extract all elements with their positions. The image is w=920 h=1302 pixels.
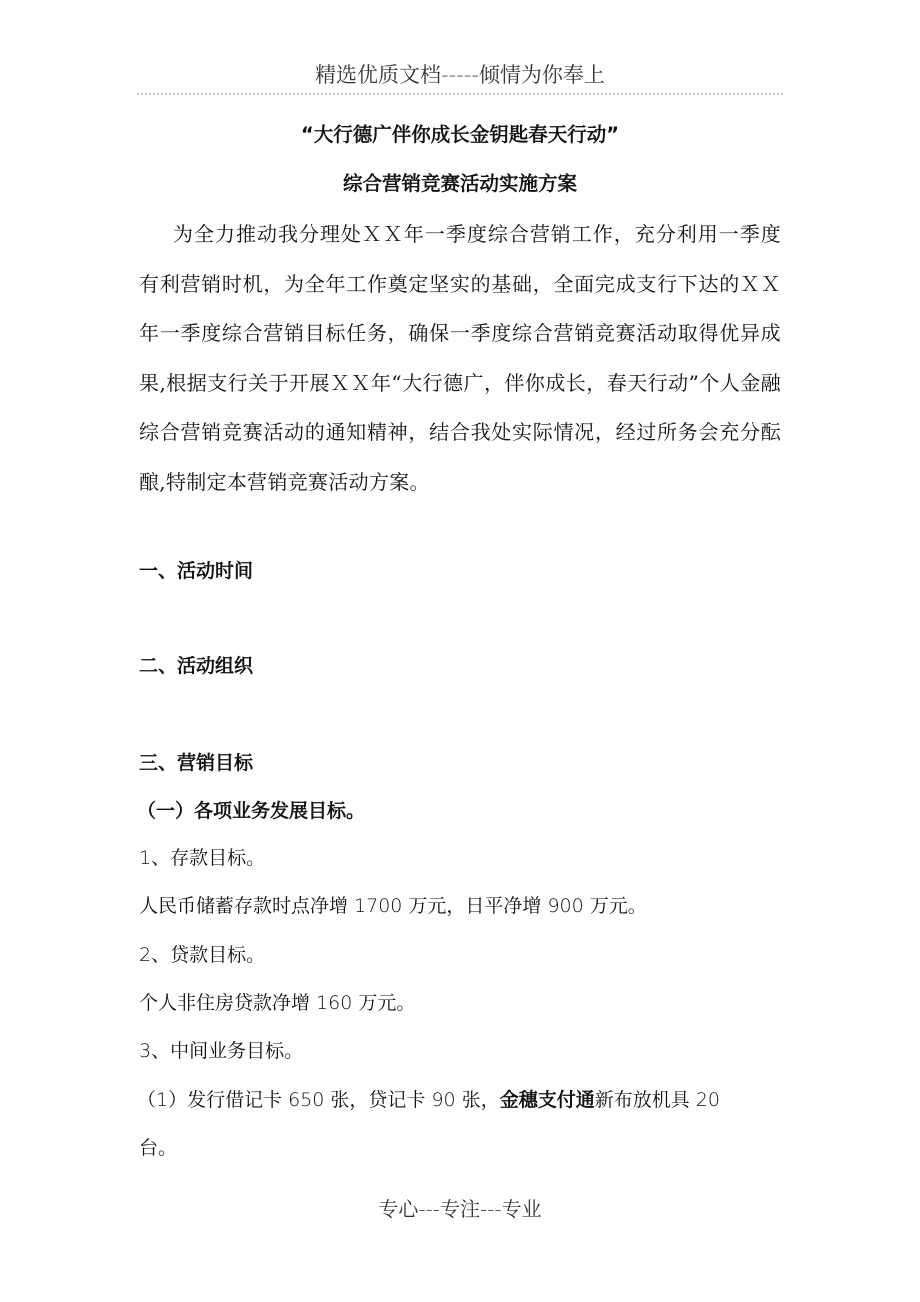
item-intermediate-target-label: 3、中间业务目标。 [139, 1040, 304, 1062]
subsection-heading-business-targets: （一）各项业务发展目标。 [137, 800, 366, 822]
section-heading-activity-time: 一、活动时间 [139, 560, 254, 582]
section-heading-marketing-targets: 三、营销目标 [139, 752, 254, 774]
page-header: 精选优质文档-----倾情为你奉上 [315, 63, 605, 87]
header-divider [137, 93, 783, 95]
page-footer: 专心---专注---专业 [378, 1197, 542, 1221]
card-target-bold-product: 金穗支付通 [499, 1089, 595, 1111]
intro-paragraph: 为全力推动我分理处ＸＸ年一季度综合营销工作，充分利用一季度有利营销时机，为全年工作奠定坚实的基础，全面完成支行下达的ＸＸ年一季度综合营销目标任务，确保一季度综合营销竞赛活动取得优异成果,根据支行关于开展ＸＸ年“大行德广，伴你成长，春天行动”个人金融综合营销竞赛活动的通知精神，结合我处实际情况，经过所务会充分酝酿,特制定本营销竞赛活动方案。 [139, 222, 781, 494]
item-loan-target-label: 2、贷款目标。 [139, 944, 266, 966]
card-target-prefix: （1）发行借记卡 650 张，贷记卡 90 张， [137, 1089, 500, 1111]
document-subtitle: 综合营销竞赛活动实施方案 [342, 172, 577, 195]
item-deposit-target-text: 人民币储蓄存款时点净增 1700 万元，日平净增 900 万元。 [139, 895, 647, 917]
section-heading-activity-organization: 二、活动组织 [139, 655, 254, 677]
item-deposit-target-label: 1、存款目标。 [139, 847, 266, 869]
item-card-issuance-text [137, 1087, 781, 1113]
card-target-suffix: 新布放机具 20 [594, 1089, 720, 1111]
item-loan-target-text: 个人非住房贷款净增 160 万元。 [139, 992, 416, 1014]
document-title: “大行德广伴你成长金钥匙春天行动” [300, 123, 620, 146]
item-card-issuance-wrap: 台。 [139, 1137, 178, 1159]
